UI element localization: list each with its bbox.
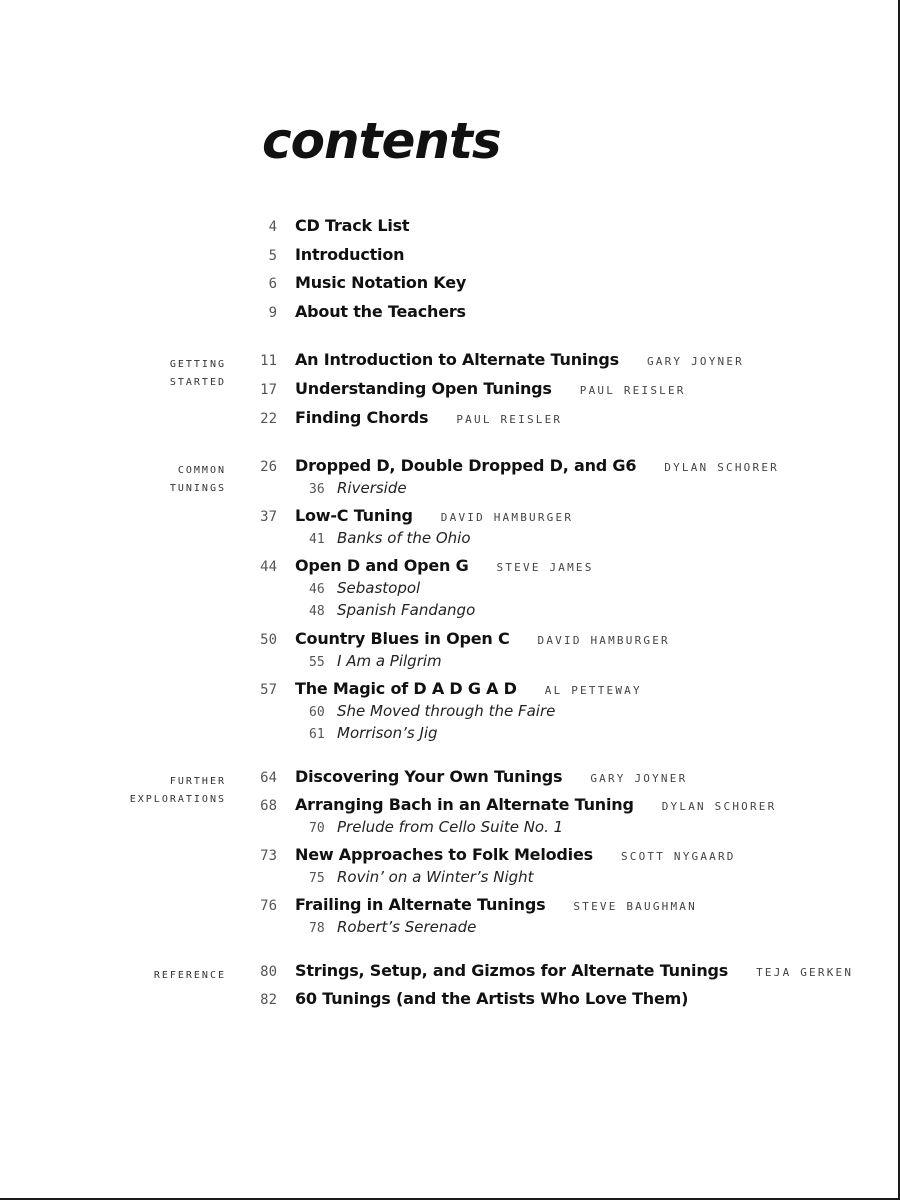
toc-entry-row [0,245,900,274]
toc-entry[interactable] [0,273,900,302]
subentry-title[interactable]: Rovin’ on a Winter’s Night [337,867,534,886]
toc-subentry[interactable] [0,652,900,675]
subentry-title[interactable]: I Am a Pilgrim [337,651,442,670]
toc-entry-row [0,961,900,990]
page-number: 82 [260,992,277,1009]
subentry-title[interactable]: Banks of the Ohio [337,528,471,547]
page-number: 44 [260,559,277,576]
subentry-title[interactable]: Prelude from Cello Suite No. 1 [337,817,564,836]
subentry-page-number: 60 [309,704,325,720]
toc-entry-row [0,273,900,302]
section-label [170,462,226,498]
page-number: 37 [260,509,277,526]
subentry-title[interactable]: Morrison’s Jig [337,724,438,743]
toc-entry-row [0,216,900,245]
section-label-line: STARTED [169,377,226,389]
page-number: 76 [260,898,277,915]
entry-title[interactable]: Country Blues in Open C [295,628,510,648]
subentry-page-number: 48 [309,604,325,620]
entry-title[interactable]: About the Teachers [295,301,466,321]
toc-entry[interactable] [0,379,900,408]
section-label [154,967,226,985]
toc-entry[interactable] [0,302,900,331]
toc-subentry[interactable] [0,868,900,891]
toc-subentry[interactable] [0,818,900,841]
toc-entry[interactable] [0,408,900,437]
toc-subentry[interactable] [0,479,900,502]
entry-author: PAUL REISLER [579,383,686,397]
entry-title[interactable]: Understanding Open Tunings [295,378,552,398]
subentry-title[interactable]: Riverside [337,478,407,497]
toc-entry[interactable] [0,456,900,501]
toc-entry-row [0,989,900,1018]
toc-section [0,767,900,941]
toc-subentry[interactable] [0,724,900,747]
section-label-line: TUNINGS [169,483,226,495]
toc-entry[interactable] [0,989,900,1018]
toc-entry[interactable] [0,556,900,624]
entry-author: DAVID HAMBURGER [537,633,670,647]
page-number: 5 [268,247,277,264]
entry-title[interactable]: Low-C Tuning [295,506,413,526]
section-label-line: COMMON [177,465,226,477]
entry-title[interactable]: 60 Tunings (and the Artists Who Love Them) [295,989,689,1009]
subentry-page-number: 55 [309,654,325,670]
page-number: 22 [260,410,277,427]
table-of-contents [0,216,900,1018]
page-number: 11 [260,353,277,370]
page-number: 4 [268,219,277,235]
subentry-page-number: 70 [309,820,325,836]
toc-section [0,961,900,1018]
page-number: 68 [260,798,277,815]
entry-author: DYLAN SCHORER [664,461,779,475]
entry-author: SCOTT NYGAARD [620,850,736,864]
entry-title[interactable]: Discovering Your Own Tunings [295,766,563,786]
toc-entry[interactable] [0,679,900,747]
section-label-line: REFERENCE [153,969,226,981]
subentry-page-number: 75 [309,870,325,886]
toc-section [0,350,900,436]
toc-subentry[interactable] [0,918,900,941]
toc-section [0,456,900,746]
entry-author: DAVID HAMBURGER [440,511,574,525]
subentry-page-number: 41 [309,531,325,547]
subentry-title[interactable]: Sebastopol [337,578,421,597]
toc-entry[interactable] [0,506,900,551]
subentry-title[interactable]: Spanish Fandango [337,601,476,620]
subentry-title[interactable]: She Moved through the Faire [337,701,556,720]
entry-title[interactable]: New Approaches to Folk Melodies [295,845,593,865]
toc-entry[interactable] [0,961,900,990]
entry-title[interactable]: Frailing in Alternate Tunings [295,895,546,915]
page-number: 57 [260,682,277,699]
entry-author: GARY JOYNER [646,355,745,369]
toc-entry-row [0,408,900,437]
entry-title[interactable]: Arranging Bach in an Alternate Tuning [295,795,634,815]
entry-title[interactable]: Strings, Setup, and Gizmos for Alternate Tunings [295,960,729,980]
page-number: 50 [260,631,277,648]
subentry-page-number: 46 [309,581,325,597]
entry-author: TEJA GERKEN [756,965,854,979]
section-label-line: GETTING [169,359,226,371]
entry-title[interactable]: Introduction [295,244,405,264]
toc-entry[interactable] [0,629,900,674]
entry-title[interactable]: Dropped D, Double Dropped D, and G6 [295,456,637,476]
page-number: 6 [268,276,277,293]
entry-author: STEVE JAMES [496,561,594,575]
subentry-page-number: 78 [309,921,325,936]
entry-title[interactable]: An Introduction to Alternate Tunings [295,350,619,370]
page-number: 64 [260,769,277,786]
toc-entry-row [0,379,900,408]
toc-entry-row [0,302,900,331]
page-number: 17 [260,381,277,398]
subentry-page-number: 61 [309,727,325,743]
section-label [130,773,226,809]
entry-author: GARY JOYNER [590,771,688,785]
entry-title[interactable]: Finding Chords [295,407,429,427]
toc-subentry[interactable] [0,702,900,725]
toc-entry[interactable] [0,245,900,274]
page-number: 26 [260,459,277,476]
toc-entry[interactable] [0,350,900,379]
entry-title[interactable]: Music Notation Key [295,273,467,293]
section-label-line: EXPLORATIONS [129,793,226,805]
toc-subentry[interactable] [0,601,900,624]
entry-author: STEVE BAUGHMAN [573,900,697,914]
section-label-line: FURTHER [169,775,226,787]
entry-author: DYLAN SCHORER [661,800,777,814]
entry-title[interactable]: The Magic of D A D G A D [295,679,517,699]
toc-entry[interactable] [0,845,900,890]
entry-title[interactable]: Open D and Open G [295,556,469,576]
page-number: 9 [268,304,277,321]
toc-subentry[interactable] [0,529,900,552]
page-number: 80 [260,963,277,980]
toc-entry-row [0,350,900,379]
toc-entry[interactable] [0,216,900,245]
subentry-title[interactable]: Robert’s Serenade [337,918,477,936]
subentry-page-number: 36 [309,481,325,497]
toc-entry[interactable] [0,895,900,940]
section-label [170,356,226,392]
toc-section [0,216,900,330]
entry-author: PAUL REISLER [456,412,563,426]
page-number: 73 [260,848,277,865]
entry-author: AL PETTEWAY [544,684,642,698]
toc-subentry[interactable] [0,579,900,602]
page-title: contents [262,112,501,170]
entry-title[interactable]: CD Track List [295,216,410,235]
